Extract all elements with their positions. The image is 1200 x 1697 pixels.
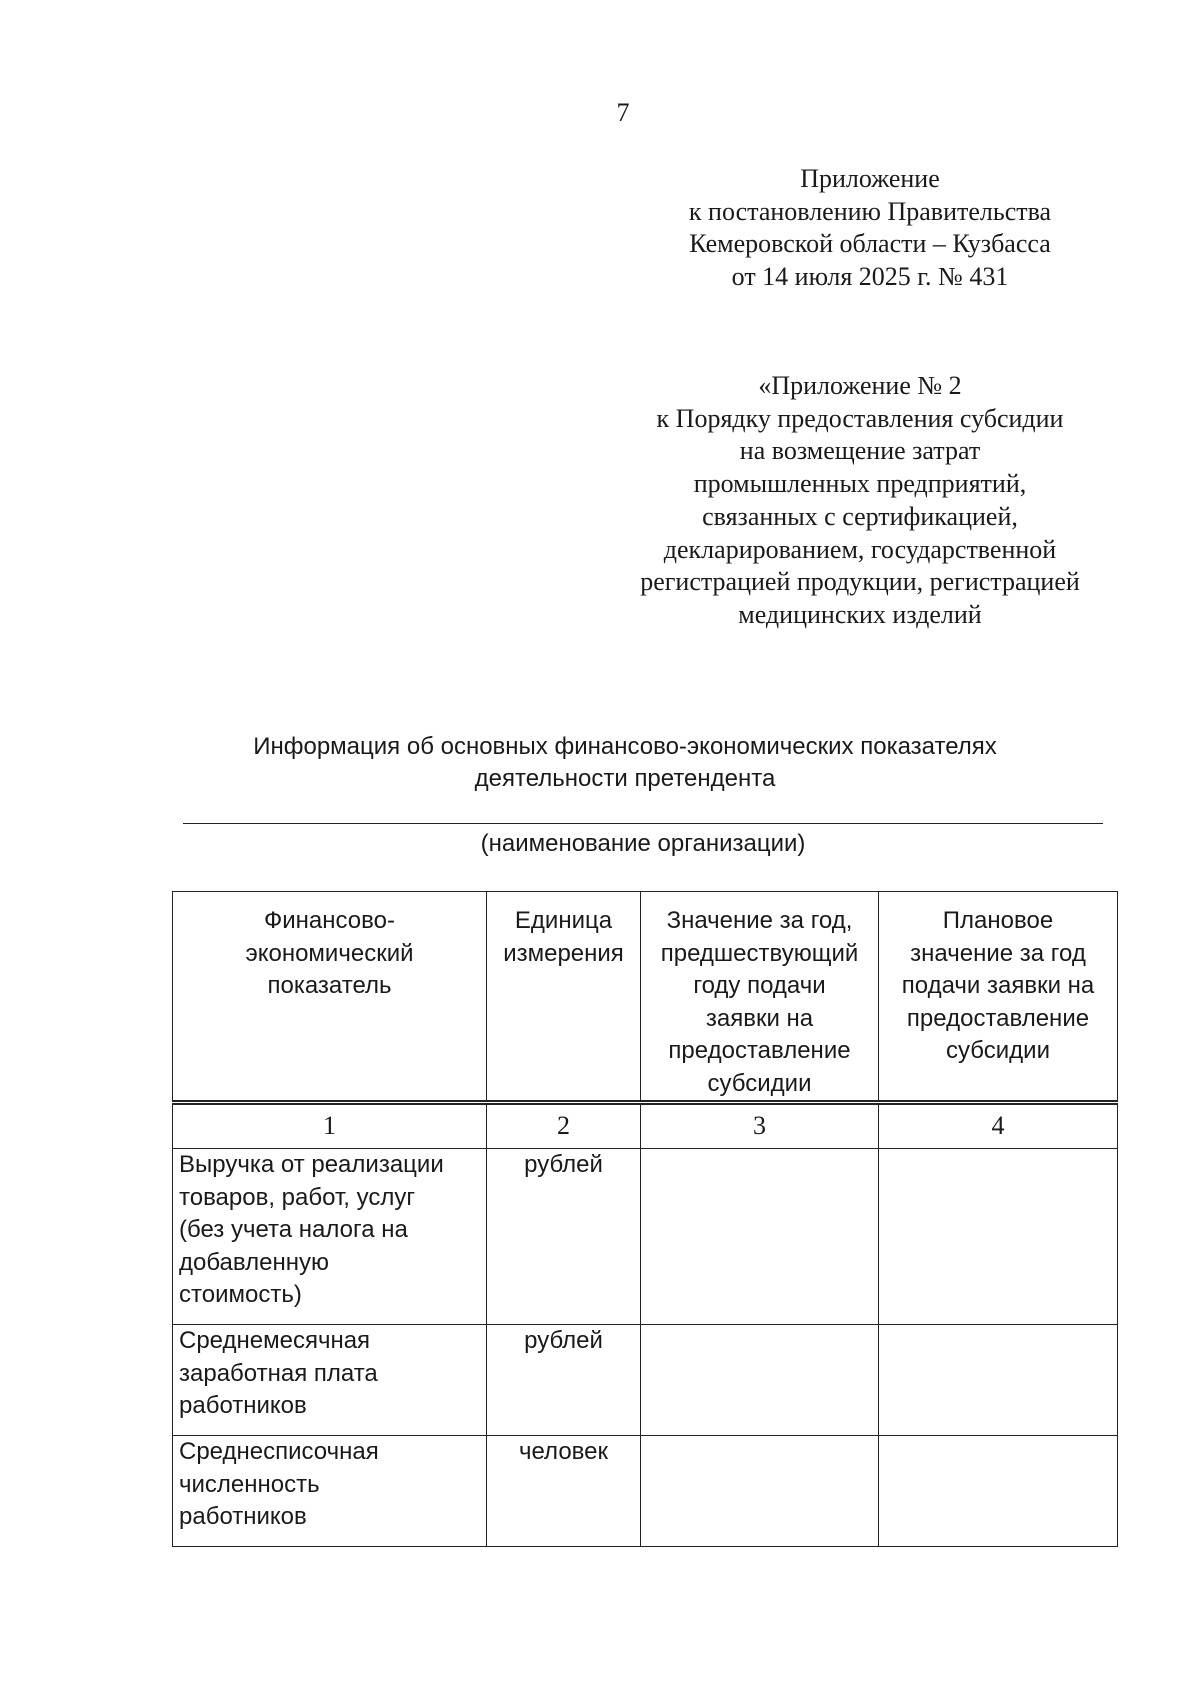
page-number — [0, 98, 1200, 128]
previous-year-value-cell — [641, 1436, 879, 1547]
document-title — [175, 731, 1075, 795]
header-line: значение за год — [910, 939, 1086, 967]
header-cell-unit — [487, 892, 641, 1103]
header-line: Единица — [514, 907, 613, 934]
header-cell-indicator — [173, 892, 487, 1103]
organization-name-line — [183, 823, 1103, 824]
appendix-header-line: от 14 июля 2025 г. № 431 — [731, 261, 1009, 291]
appendix-2-header-line: «Приложение № 2 — [758, 371, 962, 400]
appendix-2-header-line: на возмещение затрат — [739, 436, 981, 466]
appendix-2-header-line: регистрацией продукции, регистрацией — [640, 567, 1080, 597]
indicator-line: численность — [179, 1470, 320, 1498]
table-header-row — [173, 892, 1118, 1103]
header-line: заявки на — [705, 1004, 814, 1032]
column-number-row — [173, 1103, 1118, 1149]
indicator-line: стоимость) — [179, 1281, 302, 1308]
appendix-2-header-line: медицинских изделий — [738, 599, 982, 629]
header-line: предшествующий — [660, 939, 859, 967]
column-number: 1 — [173, 1103, 487, 1149]
indicator-line: (без учета налога на — [179, 1216, 408, 1243]
column-number: 4 — [879, 1103, 1118, 1149]
header-line: предоставление — [668, 1037, 851, 1064]
indicator-name-cell — [173, 1325, 487, 1436]
previous-year-value-cell — [641, 1325, 879, 1436]
header-line: предоставление — [906, 1004, 1090, 1032]
header-line: Плановое — [942, 907, 1054, 934]
header-line: подачи заявки на — [901, 972, 1095, 999]
header-line: субсидии — [707, 1069, 812, 1097]
indicator-name-cell — [173, 1436, 487, 1547]
previous-year-value-cell — [641, 1149, 879, 1325]
indicator-line: работников — [179, 1392, 307, 1419]
appendix-2-header-line: промышленных предприятий, — [693, 469, 1027, 499]
header-line: субсидии — [946, 1037, 1050, 1064]
indicator-line: Среднемесячная — [179, 1327, 371, 1354]
unit-cell: человек — [487, 1436, 641, 1547]
appendix-header — [630, 163, 1110, 293]
planned-value-cell — [879, 1436, 1118, 1547]
table-row — [173, 1325, 1118, 1436]
header-line: измерения — [503, 939, 624, 967]
header-line: Финансово- — [264, 907, 395, 934]
organization-caption: (наименование организации) — [480, 830, 806, 857]
column-number: 3 — [641, 1103, 879, 1149]
planned-value-cell — [879, 1149, 1118, 1325]
document-title-line: деятельности претендента — [474, 765, 776, 792]
header-cell-previous-year — [641, 892, 879, 1103]
appendix-2-header-line: связанных с сертификацией, — [702, 501, 1018, 531]
indicators-table — [172, 891, 1118, 1547]
appendix-header-line: к постановлению Правительства — [688, 196, 1052, 226]
header-cell-planned — [879, 892, 1118, 1103]
appendix-2-header — [620, 370, 1100, 632]
header-line: Значение за год, — [666, 907, 853, 934]
unit-cell: рублей — [487, 1149, 641, 1325]
indicator-line: добавленную — [179, 1248, 329, 1276]
indicator-name-cell — [173, 1149, 487, 1325]
header-line: показатель — [267, 972, 392, 999]
indicator-line: работников — [179, 1503, 307, 1530]
document-title-line: Информация об основных финансово-экономических показателях — [253, 733, 997, 760]
indicator-line: Среднесписочная — [179, 1438, 379, 1465]
planned-value-cell — [879, 1325, 1118, 1436]
table-row — [173, 1149, 1118, 1325]
header-line: экономический — [245, 939, 414, 967]
appendix-2-header-line: к Порядку предоставления субсидии — [656, 403, 1064, 433]
table-row — [173, 1436, 1118, 1547]
appendix-header-line: Кемеровской области – Кузбасса — [689, 229, 1051, 258]
column-number: 2 — [487, 1103, 641, 1149]
page-number-text: 7 — [616, 98, 630, 127]
appendix-2-header-line: декларированием, государственной — [663, 534, 1057, 564]
unit-cell: рублей — [487, 1325, 641, 1436]
indicator-line: заработная плата — [179, 1359, 378, 1387]
header-line: году подачи — [693, 972, 826, 999]
indicator-line: товаров, работ, услуг — [179, 1183, 416, 1211]
indicator-line: Выручка от реализации — [179, 1151, 444, 1178]
appendix-header-line: Приложение — [800, 164, 940, 193]
